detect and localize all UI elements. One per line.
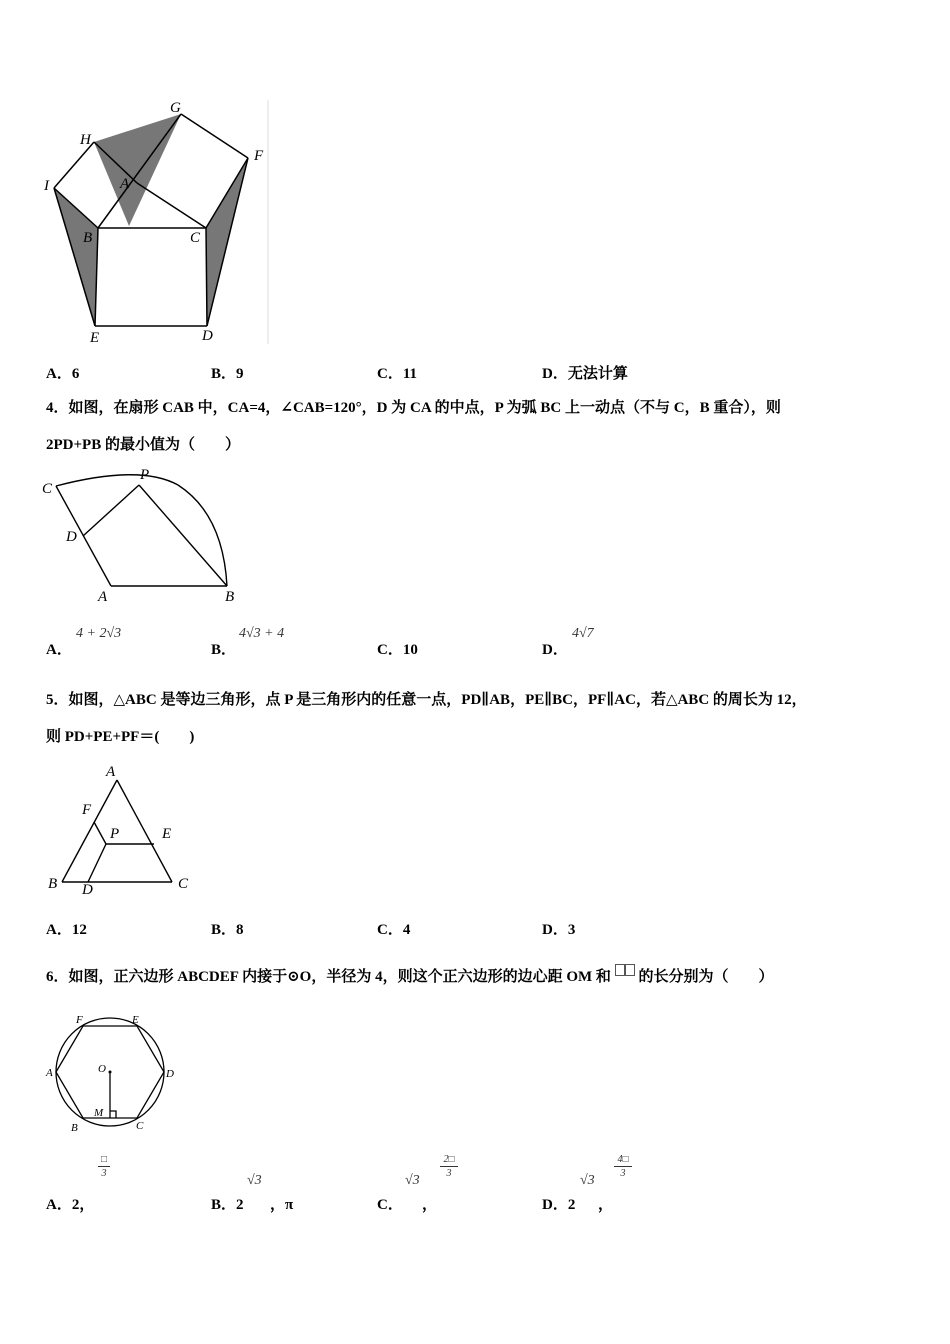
q4-option-d[interactable]	[542, 638, 568, 659]
option-letter: D．	[542, 922, 568, 938]
option-letter: D．	[542, 642, 568, 658]
q6-stem	[46, 965, 773, 986]
option-letter: A．	[46, 366, 72, 382]
label-d: D	[82, 882, 93, 898]
q5-option-b[interactable]	[211, 918, 244, 939]
option-value: 无法计算	[567, 366, 628, 382]
missing-glyph-icon	[615, 961, 635, 977]
q3-option-a[interactable]	[46, 362, 79, 383]
option-value: 2，	[71, 1197, 95, 1213]
label-e: E	[162, 826, 172, 842]
fraction-numerator: 2□	[443, 1154, 455, 1165]
label-b: B	[48, 876, 58, 892]
q3-figure	[40, 96, 280, 346]
q6-option-c-value: ，	[422, 1197, 438, 1213]
q5-option-c[interactable]	[377, 918, 410, 939]
fraction-denominator: 3	[101, 1168, 107, 1179]
q6-option-c-fraction	[440, 1154, 458, 1179]
label-b: B	[225, 589, 235, 605]
label-f: F	[76, 1014, 83, 1026]
q6-stem-before: 6．如图，正六边形 ABCDEF 内接于⊙O，半径为 4，则这个正六边形的边心距 OM 和	[46, 969, 611, 985]
label-a: A	[120, 176, 130, 192]
option-value: 9	[236, 366, 244, 382]
fraction-numerator: 4□	[617, 1154, 629, 1165]
option-value: 10	[402, 642, 418, 658]
option-value: 4	[402, 922, 411, 938]
option-letter: D．	[542, 1197, 568, 1213]
q5-figure	[40, 760, 200, 900]
fraction-denominator: 3	[620, 1168, 626, 1179]
option-letter: C．	[377, 922, 403, 938]
q4-option-a-value: 4 + 2√3	[76, 626, 122, 641]
q4-option-d-value: 4√7	[572, 626, 594, 641]
label-c: C	[136, 1120, 144, 1132]
option-letter: A．	[46, 922, 72, 938]
q6-option-d-extra: ，	[598, 1197, 614, 1213]
q4-figure	[40, 464, 250, 609]
label-d: D	[66, 529, 77, 545]
q5-option-a[interactable]	[46, 918, 87, 939]
label-p: P	[110, 826, 120, 842]
q6-option-c[interactable]	[377, 1193, 403, 1214]
q5-stem-line2: 则 PD+PE+PF＝( )	[46, 729, 195, 745]
q6-figure	[40, 1008, 190, 1138]
option-letter: C．	[377, 366, 403, 382]
option-value: 8	[236, 922, 244, 938]
label-e: E	[132, 1014, 139, 1026]
option-value: 3	[567, 922, 576, 938]
q6-stem-after: 的长分别为（ ）	[638, 969, 774, 985]
q5-option-d[interactable]	[542, 918, 575, 939]
label-c: C	[190, 230, 201, 246]
option-value: 11	[402, 366, 418, 382]
label-b: B	[83, 230, 93, 246]
label-a: A	[98, 589, 108, 605]
label-o: O	[98, 1063, 106, 1075]
q6-option-c-sqrt: √3	[405, 1173, 420, 1188]
option-letter: D．	[542, 366, 568, 382]
q4-stem-line1: 4．如图，在扇形 CAB 中，CA=4，∠CAB=120°，D 为 CA 的中点，P 为弧 BC 上一动点（不与 C，B 重合），则	[46, 400, 781, 416]
q3-option-b[interactable]	[211, 362, 244, 383]
label-f: F	[254, 148, 264, 164]
q3-option-c[interactable]	[377, 362, 417, 383]
option-letter: B．	[211, 1197, 237, 1213]
option-letter: B．	[211, 642, 237, 658]
label-d: D	[166, 1068, 174, 1080]
label-f: F	[82, 802, 92, 818]
q6-option-a-fraction	[98, 1154, 110, 1179]
q4-option-c[interactable]	[377, 638, 418, 659]
label-p: P	[140, 467, 150, 483]
q4-stem-line2: 2PD+PB 的最小值为（ ）	[46, 437, 240, 453]
fraction-denominator: 3	[446, 1168, 452, 1179]
q6-option-b[interactable]	[211, 1193, 244, 1214]
q6-option-a[interactable]	[46, 1193, 94, 1214]
option-value: 6	[71, 366, 80, 382]
q6-option-d-fraction	[614, 1154, 632, 1179]
option-letter: C．	[377, 1197, 403, 1213]
q6-option-b-sqrt: √3	[247, 1173, 262, 1188]
q6-option-d[interactable]	[542, 1193, 575, 1214]
label-b: B	[71, 1122, 78, 1134]
option-letter: B．	[211, 366, 237, 382]
label-a: A	[46, 1067, 53, 1079]
option-letter: A．	[46, 642, 72, 658]
label-c: C	[178, 876, 189, 892]
q6-option-b-extra: ，π	[270, 1197, 294, 1213]
option-value: 12	[71, 922, 87, 938]
option-value: 2	[236, 1197, 244, 1213]
label-e: E	[90, 330, 100, 346]
q3-option-d[interactable]	[542, 362, 628, 383]
option-letter: C．	[377, 642, 403, 658]
label-i: I	[44, 178, 49, 194]
label-c: C	[42, 481, 53, 497]
option-letter: B．	[211, 922, 237, 938]
label-g: G	[170, 100, 181, 116]
label-m: M	[94, 1107, 104, 1119]
q4-option-b-value: 4√3 + 4	[239, 626, 285, 641]
option-letter: A．	[46, 1197, 72, 1213]
option-value: 2	[567, 1197, 576, 1213]
q6-option-d-sqrt: √3	[580, 1173, 595, 1188]
q4-option-a[interactable]	[46, 638, 72, 659]
q5-stem-line1: 5．如图，△ABC 是等边三角形，点 P 是三角形内的任意一点，PD∥AB，PE∥BC，PF∥AC，若△ABC 的周长为 12，	[46, 692, 807, 708]
q4-option-b[interactable]	[211, 638, 236, 659]
label-d: D	[202, 328, 213, 344]
fraction-numerator: □	[100, 1154, 108, 1165]
label-a: A	[106, 764, 116, 780]
label-h: H	[80, 132, 91, 148]
